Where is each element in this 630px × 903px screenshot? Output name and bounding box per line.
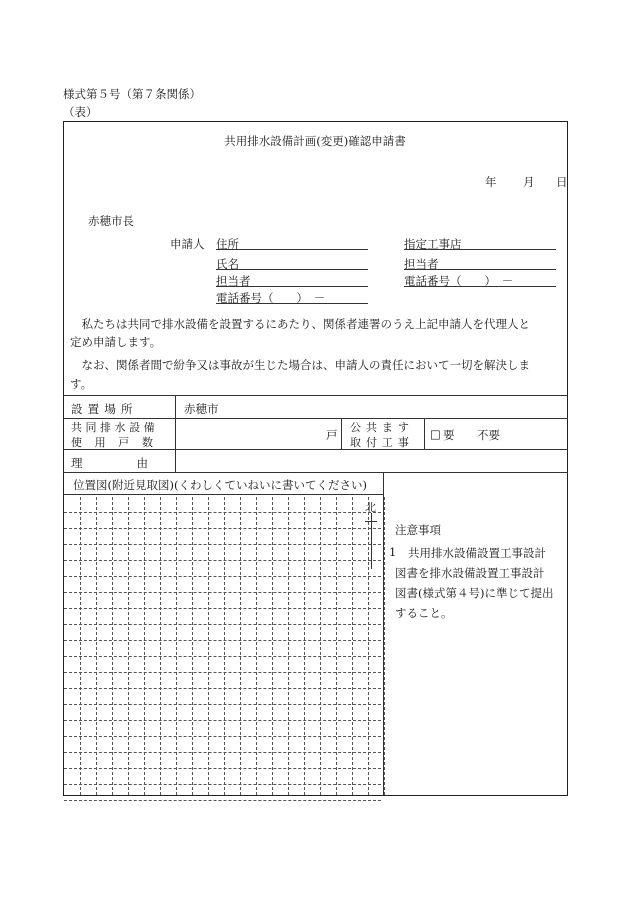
contractor-phone-label: 電話番号（ ） －: [404, 274, 514, 288]
public-checkbox[interactable]: □: [430, 427, 441, 441]
map-grid-vline: [320, 497, 321, 795]
applicant-label: 申請人: [170, 237, 205, 251]
map-title-divider: [63, 494, 383, 495]
households-divider: [341, 418, 342, 449]
body-paragraph-1-line-1: 私たちは共同で排水設備を設置するにあたり、関係者連署のうえ上記申請人を代理人と: [70, 317, 530, 331]
date-day: 日: [556, 175, 568, 189]
applicant-person-line[interactable]: [216, 286, 368, 287]
notes-item-number: 1: [389, 545, 397, 559]
map-grid-vline: [144, 497, 145, 795]
location-label: 設置場所: [71, 402, 138, 416]
applicant-name-line[interactable]: [216, 269, 368, 270]
north-arrow-crossbar: [365, 521, 377, 522]
map-grid-vline: [304, 497, 305, 795]
body-paragraph-1-line-2: 定め申請します。: [70, 335, 162, 349]
body-paragraph-2-line-1: なお、関係者間で紛争又は事故が生じた場合は、申請人の責任において一切を解決しま: [70, 358, 530, 372]
map-grid-vline: [352, 497, 353, 795]
applicant-phone-line[interactable]: [216, 303, 368, 304]
applicant-address-label: 住所: [216, 237, 239, 251]
location-value: 赤穂市: [184, 402, 219, 416]
form-number: 様式第５号（第７条関係）: [63, 87, 201, 101]
map-title: 位置図(附近見取図)(くわしくていねいに書いてください): [73, 478, 367, 492]
map-grid-vline: [368, 497, 369, 795]
households-unit: 戸: [326, 428, 338, 442]
applicant-name-label: 氏名: [216, 257, 239, 271]
map-grid-vline: [176, 497, 177, 795]
map-grid-vline: [240, 497, 241, 795]
body-paragraph-2-line-2: す。: [70, 377, 93, 391]
map-grid-vline: [336, 497, 337, 795]
north-label: 北: [365, 501, 376, 514]
public-required: 要: [443, 428, 455, 442]
applicant-person-label: 担当者: [216, 274, 251, 288]
map-grid-vline: [384, 497, 385, 795]
contractor-person-line[interactable]: [404, 269, 556, 270]
public-divider: [424, 418, 425, 449]
contractor-name-line[interactable]: [404, 249, 556, 250]
date-year: 年: [485, 175, 497, 189]
applicant-address-line[interactable]: [216, 249, 368, 250]
form-title: 共用排水設備計画(変更)確認申請書: [224, 134, 406, 148]
map-grid-vline: [96, 497, 97, 795]
form-side-label: （表）: [63, 105, 98, 119]
notes-item-line-3: 図書(様式第４号)に準じて提出: [395, 586, 554, 600]
table-top-border: [63, 395, 568, 396]
notes-item-line-4: すること。: [395, 606, 453, 620]
row-divider-3: [63, 472, 568, 473]
date-month: 月: [523, 175, 535, 189]
public-label-1: 公共ます: [350, 421, 414, 434]
map-grid-vline: [208, 497, 209, 795]
addressee: 赤穂市長: [88, 214, 134, 228]
map-grid-vline: [288, 497, 289, 795]
map-grid-vline: [272, 497, 273, 795]
map-grid-vline: [112, 497, 113, 795]
households-label-1: 共同排水設備: [71, 421, 159, 434]
applicant-phone-label: 電話番号（ ） －: [216, 291, 326, 305]
reason-label: 理由: [71, 456, 203, 470]
map-grid-hline: [64, 800, 381, 801]
map-grid-vline: [224, 497, 225, 795]
map-grid-vline: [80, 497, 81, 795]
public-label-2: 取付工事: [350, 436, 414, 449]
map-grid-vline: [256, 497, 257, 795]
notes-item-line-1: 共用排水設備設置工事設計: [408, 546, 546, 560]
notes-title: 注意事項: [395, 523, 441, 537]
notes-item-line-2: 図書を排水設備設置工事設計: [395, 566, 545, 580]
households-label-2: 使用戸数: [71, 436, 166, 449]
map-grid-vline: [192, 497, 193, 795]
contractor-person-label: 担当者: [404, 257, 439, 271]
map-grid-vline: [160, 497, 161, 795]
public-not-required: 不要: [477, 428, 500, 442]
contractor-phone-line[interactable]: [404, 286, 556, 287]
contractor-title: 指定工事店: [404, 237, 462, 251]
map-grid-vline: [128, 497, 129, 795]
